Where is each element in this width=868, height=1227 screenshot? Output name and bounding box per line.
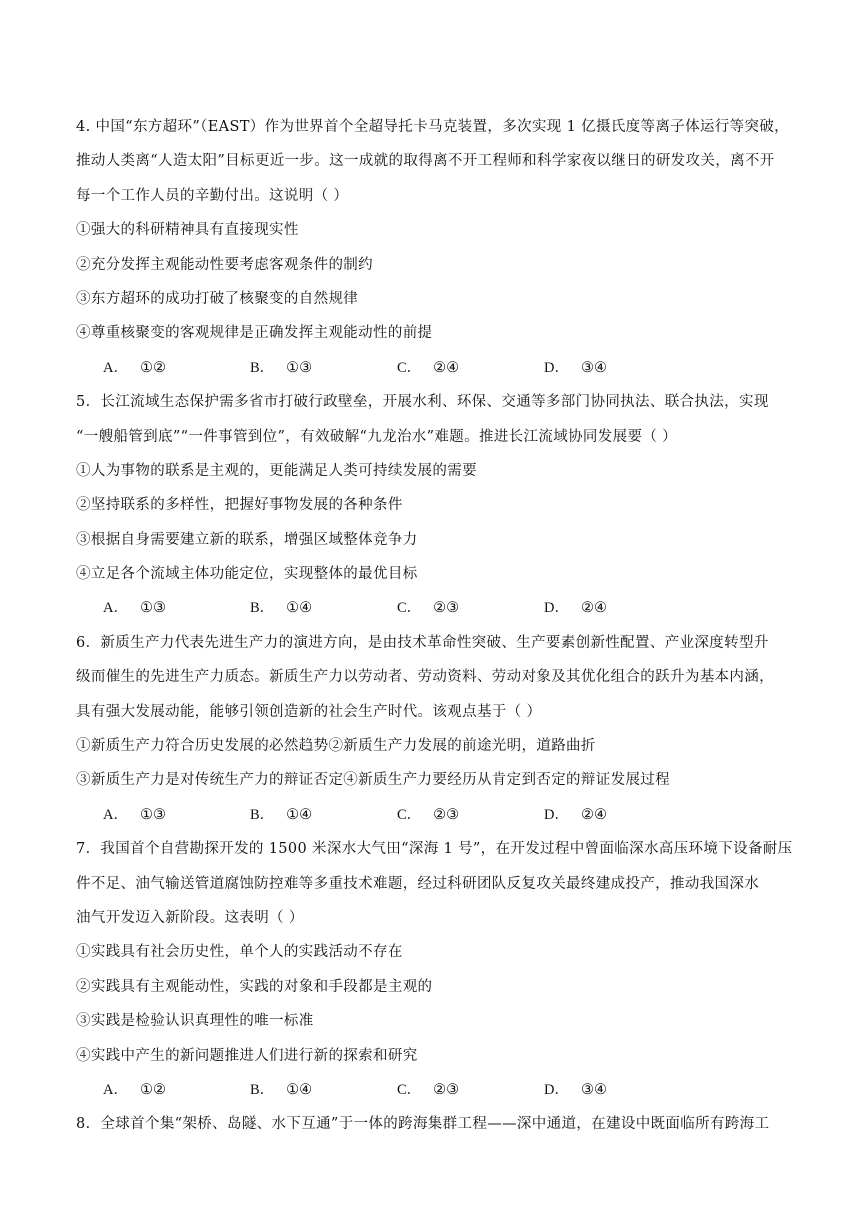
option-letter: A． (103, 359, 128, 376)
question-stem-line: “一艘船管到底”“一件事管到位”，有效破解“九龙治水”难题。推进长江流域协同发展要（ ） (76, 428, 677, 445)
statement-item: ④实践中产生的新问题推进人们进行新的探索和研究 (76, 1047, 418, 1064)
option-text: ②④ (433, 359, 460, 376)
answer-option[interactable] (544, 591, 691, 625)
question-stem-line: 7．我国首个自营勘探开发的 1500 米深水大气田“深海 1 号”，在开发过程中曾面临深水高压环境下设备耐压 (76, 841, 793, 858)
option-letter: B． (250, 806, 275, 823)
answer-option[interactable] (397, 798, 544, 832)
option-text: ①④ (286, 600, 313, 617)
option-letter: C． (397, 806, 422, 823)
option-text: ③④ (580, 1081, 607, 1098)
answer-option[interactable] (250, 798, 397, 832)
statement-item: ③根据自身需要建立新的联系，增强区域整体竞争力 (76, 531, 418, 548)
question-stem-line: 4. 中国“东方超环”（EAST）作为世界首个全超导托卡马克装置，多次实现 1 亿摄氏度等离子体运行等突破， (76, 119, 790, 135)
answer-options (76, 798, 796, 832)
option-letter: B． (250, 359, 275, 376)
answer-options (76, 1073, 796, 1107)
statement-item: ③新质生产力是对传统生产力的辩证否定④新质生产力要经历从肯定到否定的辩证发展过程 (76, 772, 670, 789)
question-8 (76, 1107, 796, 1141)
question-6 (76, 626, 796, 832)
answer-option[interactable] (103, 351, 250, 385)
option-text: ②③ (433, 1081, 460, 1098)
question-stem-line: 6．新质生产力代表先进生产力的演进方向，是由技术革命性突破、生产要素创新性配置、产业深度转型升 (76, 634, 769, 651)
option-text: ①③ (139, 600, 166, 617)
answer-option[interactable] (103, 591, 250, 625)
question-stem-line: 8．全球首个集“架桥、岛隧、水下互通”于一体的跨海集群工程——深中通道，在建设中既面临所有跨海工 (76, 1116, 770, 1133)
option-text: ②④ (580, 806, 607, 823)
question-stem-line: 级而催生的先进生产力质态。新质生产力以劳动者、劳动资料、劳动对象及其优化组合的跃升为基本内涵， (76, 669, 774, 686)
option-text: ①④ (286, 1081, 313, 1098)
option-text: ①③ (139, 806, 166, 823)
statement-item: ③东方超环的成功打破了核聚变的自然规律 (76, 290, 359, 307)
question-7 (76, 832, 796, 1107)
statement-item: ②坚持联系的多样性，把握好事物发展的各种条件 (76, 497, 403, 514)
option-text: ①④ (286, 806, 313, 823)
option-text: ②④ (580, 600, 607, 617)
answer-option[interactable] (397, 1073, 544, 1107)
option-letter: B． (250, 600, 275, 617)
answer-option[interactable] (250, 351, 397, 385)
option-letter: A． (103, 600, 128, 617)
option-letter: A． (103, 1081, 128, 1098)
option-letter: C． (397, 359, 422, 376)
option-letter: D． (544, 359, 569, 376)
statement-item: ④立足各个流域主体功能定位，实现整体的最优目标 (76, 566, 418, 583)
statement-item: ①新质生产力符合历史发展的必然趋势②新质生产力发展的前途光明，道路曲折 (76, 738, 596, 755)
statement-item: ③实践是检验认识真理性的唯一标准 (76, 1013, 314, 1030)
answer-option[interactable] (250, 591, 397, 625)
answer-option[interactable] (103, 1073, 250, 1107)
statement-item: ①强大的科研精神具有直接现实性 (76, 222, 299, 239)
option-letter: D． (544, 600, 569, 617)
answer-option[interactable] (544, 798, 691, 832)
answer-option[interactable] (544, 1073, 691, 1107)
option-text: ①② (139, 359, 166, 376)
option-text: ①② (139, 1081, 166, 1098)
question-stem-line: 每一个工作人员的辛勤付出。这说明（ ） (76, 187, 349, 204)
option-letter: D． (544, 806, 569, 823)
answer-options (76, 591, 796, 625)
answer-options (76, 351, 796, 385)
question-stem-line: 件不足、油气输送管道腐蚀防控难等多重技术难题，经过科研团队反复攻关最终建成投产，推动我国深水 (76, 875, 760, 892)
option-text: ③④ (580, 359, 607, 376)
statement-item: ②实践具有主观能动性，实践的对象和手段都是主观的 (76, 978, 433, 995)
statement-item: ①实践具有社会历史性，单个人的实践活动不存在 (76, 944, 403, 961)
statement-item: ①人为事物的联系是主观的，更能满足人类可持续发展的需要 (76, 462, 477, 479)
answer-option[interactable] (544, 351, 691, 385)
statement-item: ④尊重核聚变的客观规律是正确发挥主观能动性的前提 (76, 325, 433, 342)
statement-item: ②充分发挥主观能动性要考虑客观条件的制约 (76, 256, 373, 273)
question-5 (76, 385, 796, 626)
option-text: ①③ (286, 359, 313, 376)
option-text: ②③ (433, 600, 460, 617)
question-list (76, 110, 796, 1142)
question-stem-line: 油气开发迈入新阶段。这表明（ ） (76, 909, 304, 926)
question-stem-line: 推动人类离“人造太阳”目标更近一步。这一成就的取得离不开工程师和科学家夜以继日的研发攻关，离不开 (76, 153, 775, 170)
answer-option[interactable] (103, 798, 250, 832)
question-stem-line: 5．长江流域生态保护需多省市打破行政壁垒，开展水利、环保、交通等多部门协同执法、联合执法，实现 (76, 394, 769, 411)
option-letter: C． (397, 600, 422, 617)
option-letter: A． (103, 806, 128, 823)
answer-option[interactable] (397, 591, 544, 625)
option-letter: B． (250, 1081, 275, 1098)
question-stem-line: 具有强大发展动能，能够引领创造新的社会生产时代。该观点基于（ ） (76, 703, 542, 720)
option-text: ②③ (433, 806, 460, 823)
answer-option[interactable] (250, 1073, 397, 1107)
option-letter: D． (544, 1081, 569, 1098)
option-letter: C． (397, 1081, 422, 1098)
answer-option[interactable] (397, 351, 544, 385)
question-4 (76, 110, 796, 385)
